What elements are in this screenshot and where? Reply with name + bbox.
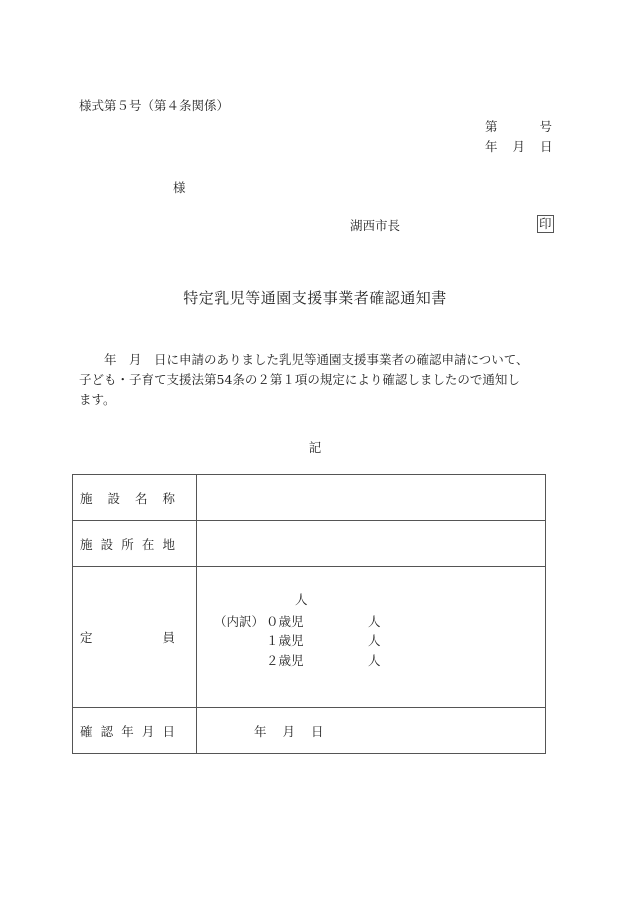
table-row-facility-address (73, 521, 546, 567)
issuer: 湖西市長 (350, 218, 401, 233)
conf-month: 月 (282, 723, 296, 739)
label-char: 設 (100, 536, 114, 552)
label-char: 施 (80, 536, 93, 552)
capacity-total-unit: 人 (295, 592, 308, 607)
age-2-unit: 人 (368, 653, 381, 668)
age-0-label: ０歳児 (266, 614, 304, 629)
body-line: ます。 (79, 392, 116, 407)
label-char: 所 (121, 536, 134, 552)
issue-date-line (485, 137, 553, 155)
recipient: 様 (173, 180, 186, 195)
number-suffix: 号 (539, 119, 553, 134)
label-capacity (73, 567, 197, 708)
label-char: 日 (162, 723, 175, 739)
label-char: 定 (80, 630, 93, 645)
conf-year: 年 (254, 723, 267, 739)
label-char: 名 (134, 490, 148, 506)
label-confirmation-date (73, 708, 197, 754)
number-prefix: 第 (485, 119, 498, 134)
date-year: 年 (485, 139, 498, 154)
document-title: 特定乳児等通園支援事業者確認通知書 (183, 289, 447, 307)
label-char: 員 (162, 630, 175, 645)
body-line: 年 月 日に申請のありました乳児等通園支援事業者の確認申請について、 (79, 352, 529, 367)
label-char: 確 (80, 723, 93, 739)
label-facility-name (73, 475, 197, 521)
age-1-unit: 人 (368, 633, 381, 648)
facility-name-field[interactable] (197, 475, 546, 521)
label-char: 月 (141, 723, 155, 739)
confirmation-date-field[interactable] (197, 708, 546, 754)
label-facility-address (73, 521, 197, 567)
label-char: 称 (162, 490, 175, 506)
document-number-line (485, 117, 552, 135)
date-month: 月 (512, 139, 526, 154)
label-char: 年 (121, 723, 134, 739)
label-char: 設 (107, 490, 120, 506)
label-char: 認 (100, 723, 114, 739)
table-row-confirmation-date (73, 708, 546, 754)
table-row-capacity (73, 567, 546, 708)
date-day: 日 (540, 139, 553, 154)
age-2-label: ２歳児 (266, 653, 304, 668)
age-0-unit: 人 (368, 614, 381, 629)
facility-address-field[interactable] (197, 521, 546, 567)
label-char: 施 (80, 490, 93, 506)
breakdown-label: （内訳） (214, 614, 265, 629)
capacity-field[interactable] (197, 567, 546, 708)
seal-mark: 印 (539, 216, 552, 231)
label-char: 地 (162, 536, 175, 552)
body-text (79, 350, 559, 410)
table-row-facility-name (73, 475, 546, 521)
info-table (72, 474, 546, 754)
label-char: 在 (141, 536, 155, 552)
ki-heading: 記 (308, 440, 322, 455)
body-line: 子ども・子育て支援法第54条の２第１項の規定により確認しましたので通知し (79, 372, 520, 387)
conf-day: 日 (311, 723, 324, 739)
form-number: 様式第５号（第４条関係） (79, 98, 230, 113)
age-1-label: １歳児 (266, 633, 304, 648)
